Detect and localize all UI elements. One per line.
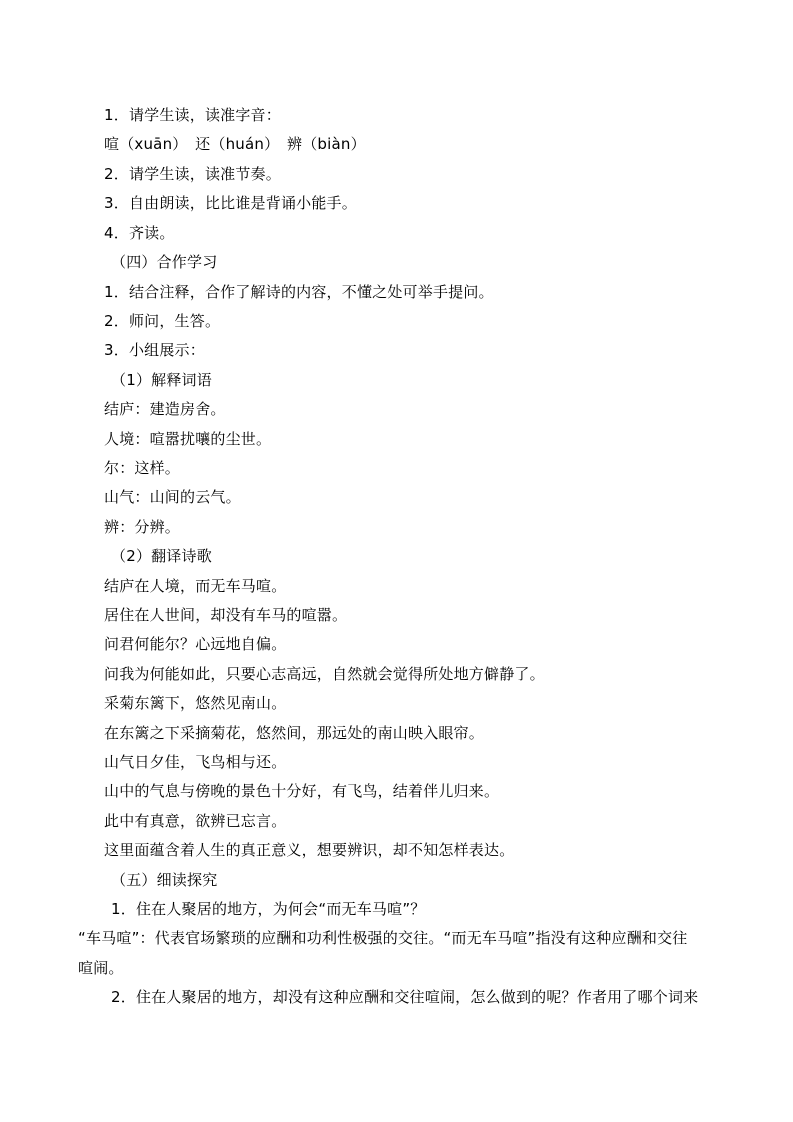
text-line: 喧（xuān） 还（huán） 辨（biàn） (104, 135, 366, 153)
text-line: 1．住在人聚居的地方，为何会“而无车马喧”？ (111, 900, 426, 918)
text-line: 山气：山间的云气。 (104, 488, 241, 506)
text-line: 尔：这样。 (104, 459, 181, 477)
section-heading: （五）细读探究 (111, 871, 218, 889)
text-line: 喧闹。 (78, 959, 124, 977)
text-line: 山气日夕佳，飞鸟相与还。 (104, 753, 287, 771)
text-line: 辨：分辨。 (104, 518, 181, 536)
text-line: 结庐在人境，而无车马喧。 (104, 577, 287, 595)
text-line: 3．小组展示： (104, 341, 205, 359)
text-line: 2．请学生读，读准节奏。 (104, 165, 281, 183)
text-line: 1．结合注释，合作了解诗的内容，不懂之处可举手提问。 (104, 283, 494, 301)
section-heading: （四）合作学习 (111, 253, 218, 271)
text-line: 山中的气息与傍晚的景色十分好，有飞鸟，结着伴儿归来。 (104, 782, 500, 800)
subsection-heading: （1）解释词语 (111, 371, 212, 389)
text-line: 在东篱之下采摘菊花，悠然间，那远处的南山映入眼帘。 (104, 724, 485, 742)
text-line: 此中有真意，欲辨已忘言。 (104, 812, 287, 830)
text-line: 这里面蕴含着人生的真正意义，想要辨识，却不知怎样表达。 (104, 841, 515, 859)
text-line: 问君何能尔？心远地自偏。 (104, 635, 287, 653)
text-line: 4．齐读。 (104, 224, 175, 242)
text-line: 2．住在人聚居的地方，却没有这种应酬和交往喧闹，怎么做到的呢？作者用了哪个词来 (111, 988, 699, 1006)
text-line: 2．师问，生答。 (104, 312, 221, 330)
text-line: 人境：喧嚣扰嚷的尘世。 (104, 430, 272, 448)
subsection-heading: （2）翻译诗歌 (111, 547, 212, 565)
text-line: “车马喧”：代表官场繁琐的应酬和功利性极强的交往。“而无车马喧”指没有这种应酬和交往 (78, 929, 688, 947)
text-line: 3．自由朗读，比比谁是背诵小能手。 (104, 194, 357, 212)
text-line: 结庐：建造房舍。 (104, 400, 226, 418)
text-line: 1．请学生读，读准字音： (104, 106, 281, 124)
text-line: 居住在人世间，却没有车马的喧嚣。 (104, 606, 348, 624)
text-line: 问我为何能如此，只要心志高远，自然就会觉得所处地方僻静了。 (104, 665, 545, 683)
text-line: 采菊东篱下，悠然见南山。 (104, 694, 287, 712)
